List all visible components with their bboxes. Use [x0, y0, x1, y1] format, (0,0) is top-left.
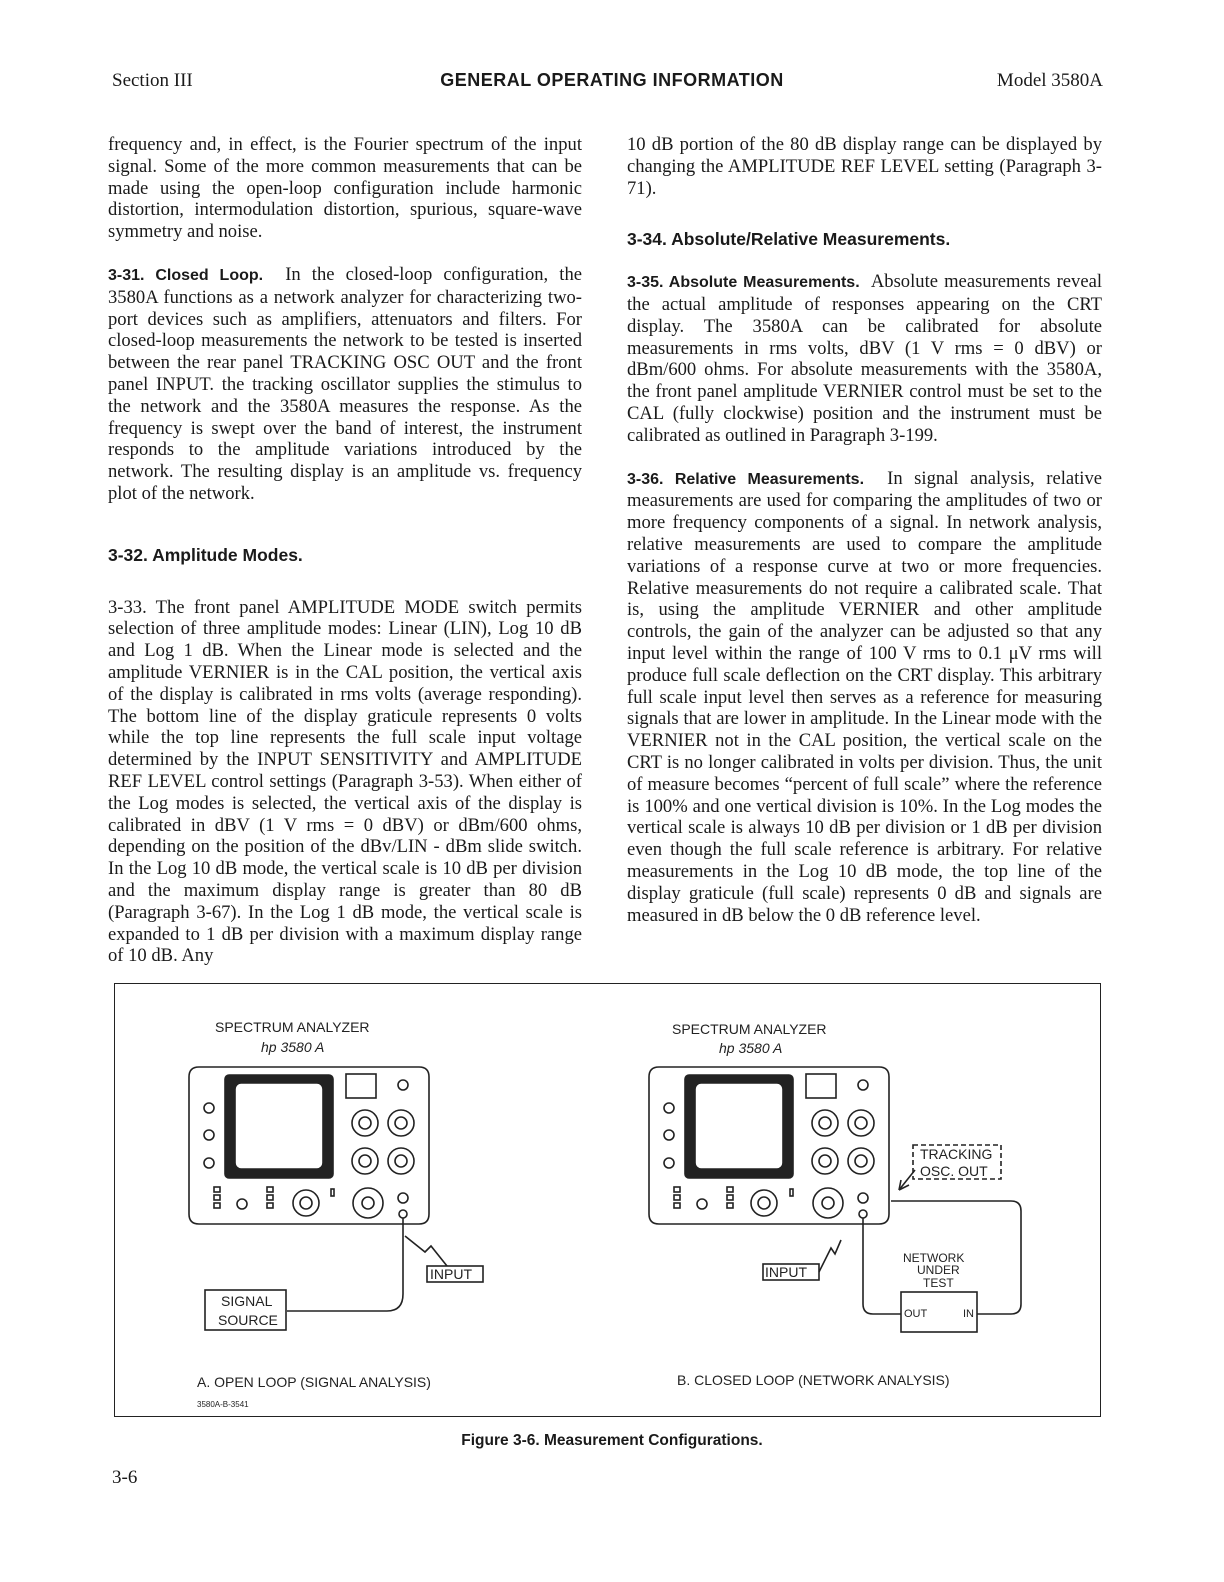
a-source-line2: SOURCE [218, 1312, 278, 1328]
paragraph-3-35 [627, 271, 1102, 446]
paragraph-3-36 [627, 468, 1102, 927]
paragraph-3-36-text: In signal analysis, relative measurements are used for comparing the amplitudes of two or more frequency components of a signal. In network analysis, relative measurements are used to compare the amplitude variations of a response curve at two or more frequencies. Relative measurements do not require a calibrated scale. That is, using the amplitude VERNIER and other amplitude controls, the gain of the analyzer can be adjusted so that any input level within the range of 100 V rms to 0.1 μV rms will produce full scale deflection on the CRT display. This arbitrary full scale input level then serves as a reference for measuring signals that are lower in amplitude. In the Linear mode with the VERNIER not in the CAL position, the vertical scale on the CRT is no longer calibrated in volts per division. Thus, the unit of measure becomes “percent of full scale” where the reference is 100% and one vertical division is 10%. In the Log modes the vertical scale is always 10 dB per division or 1 dB per division even though the full scale reference is arbitrary. For relative measurements in the Log 10 dB mode, the top line of the display graticule (full scale) represents 0 dB and signals are measured in dB below the 0 dB reference level. [627, 467, 1102, 926]
analyzer-b [649, 1067, 1021, 1332]
a-title-line2: hp 3580 A [261, 1039, 325, 1055]
figure-caption: Figure 3-6. Measurement Configurations. [461, 1432, 763, 1449]
heading-3-32: 3-32. Amplitude Modes. [108, 544, 303, 565]
page-number: 3-6 [112, 1467, 138, 1488]
paragraph-3-35-label: 3-35. Absolute Measurements. [627, 274, 860, 292]
b-network-line1: NETWORK [903, 1251, 965, 1265]
b-out-label: OUT [904, 1308, 928, 1320]
heading-3-34: 3-34. Absolute/Relative Measurements. [627, 229, 951, 250]
b-in-label: IN [963, 1308, 974, 1320]
section-label: Section III [112, 70, 193, 91]
paragraph-3-31-text: In the closed-loop configuration, the 3580A functions as a network analyzer for characterizing two-port devices such as amplifiers, attenuators and filters. For closed-loop measurements the network to be tested is inserted between the rear panel TRACKING OSC OUT and the front panel INPUT. the tracking oscillator supplies the stimulus to the network and the 3580A measures the response. As the frequency is swept over the band of interest, the instrument responds to the amplitude variations introduced by the network. The resulting display is an amplitude vs. frequency plot of the network. [108, 263, 582, 504]
b-network-line3: TEST [923, 1276, 954, 1290]
analyzer-a [189, 1067, 483, 1330]
page-title: GENERAL OPERATING INFORMATION [440, 70, 784, 90]
intro-paragraph: frequency and, in effect, is the Fourier spectrum of the input signal. Some of the more common measurements that can be made using the open-loop configuration include harmonic distortion, intermodulation distortion, spurious, square-wave symmetry and noise. [108, 134, 582, 243]
paragraph-3-31-label: 3-31. Closed Loop. [108, 266, 264, 284]
continued-paragraph: 10 dB portion of the 80 dB display range can be displayed by changing the AMPLITUDE REF LEVEL setting (Paragraph 3-71). [627, 134, 1102, 199]
measurement-configurations-diagram [115, 984, 1099, 1415]
b-caption: B. CLOSED LOOP (NETWORK ANALYSIS) [677, 1372, 950, 1388]
left-column [108, 134, 582, 967]
b-title-line1: SPECTRUM ANALYZER [672, 1021, 827, 1037]
b-network-line2: UNDER [917, 1263, 960, 1277]
b-title-line2: hp 3580 A [719, 1040, 783, 1056]
b-tracking-line2: OSC. OUT [920, 1163, 988, 1179]
a-title-line1: SPECTRUM ANALYZER [215, 1019, 370, 1035]
paragraph-3-33: 3-33. The front panel AMPLITUDE MODE switch permits selection of three amplitude modes: Linear (LIN), Log 10 dB and Log 1 dB. When the Linear mode is selected and the amplitude VERNIER is in the CAL position, the vertical axis of the display is calibrated in rms volts (average responding). The bottom line of the display graticule represents 0 volts while the top line represents the full scale input voltage determined by the INPUT SENSITIVITY and AMPLITUDE REF LEVEL control settings (Paragraph 3-53). When either of the Log modes is selected, the vertical axis of the display is calibrated in dBV (1 V rms = 0 dBV) or dBm/600 ohms, depending on the position of the dBv/LIN - dBm slide switch. In the Log 10 dB mode, the vertical scale is 10 dB per division and the maximum display range is greater than 80 dB (Paragraph 3-67). In the Log 1 dB mode, the vertical scale is expanded to 1 dB per division with a maximum display range of 10 dB. Any [108, 596, 582, 967]
right-column [627, 134, 1102, 926]
a-caption: A. OPEN LOOP (SIGNAL ANALYSIS) [197, 1374, 431, 1390]
a-input-label: INPUT [430, 1266, 472, 1282]
model-label: Model 3580A [996, 70, 1103, 91]
paragraph-3-35-text: Absolute measurements reveal the actual amplitude of responses appearing on the CRT display. The 3580A can be calibrated for absolute measurements in rms volts, dBV (1 V rms = 0 dBV) or dBm/600 ohms. For absolute measurements with the 3580A, the front panel amplitude VERNIER control must be set to the CAL (fully clockwise) position and the instrument must be calibrated as outlined in Paragraph 3-199. [627, 271, 1102, 446]
b-tracking-line1: TRACKING [920, 1146, 993, 1162]
b-input-label: INPUT [765, 1264, 807, 1280]
a-source-line1: SIGNAL [221, 1293, 273, 1309]
paragraph-3-36-label: 3-36. Relative Measurements. [627, 470, 865, 488]
a-figure-code: 3580A-B-3541 [197, 1400, 249, 1409]
figure-frame [114, 983, 1101, 1417]
paragraph-3-31 [108, 264, 582, 505]
